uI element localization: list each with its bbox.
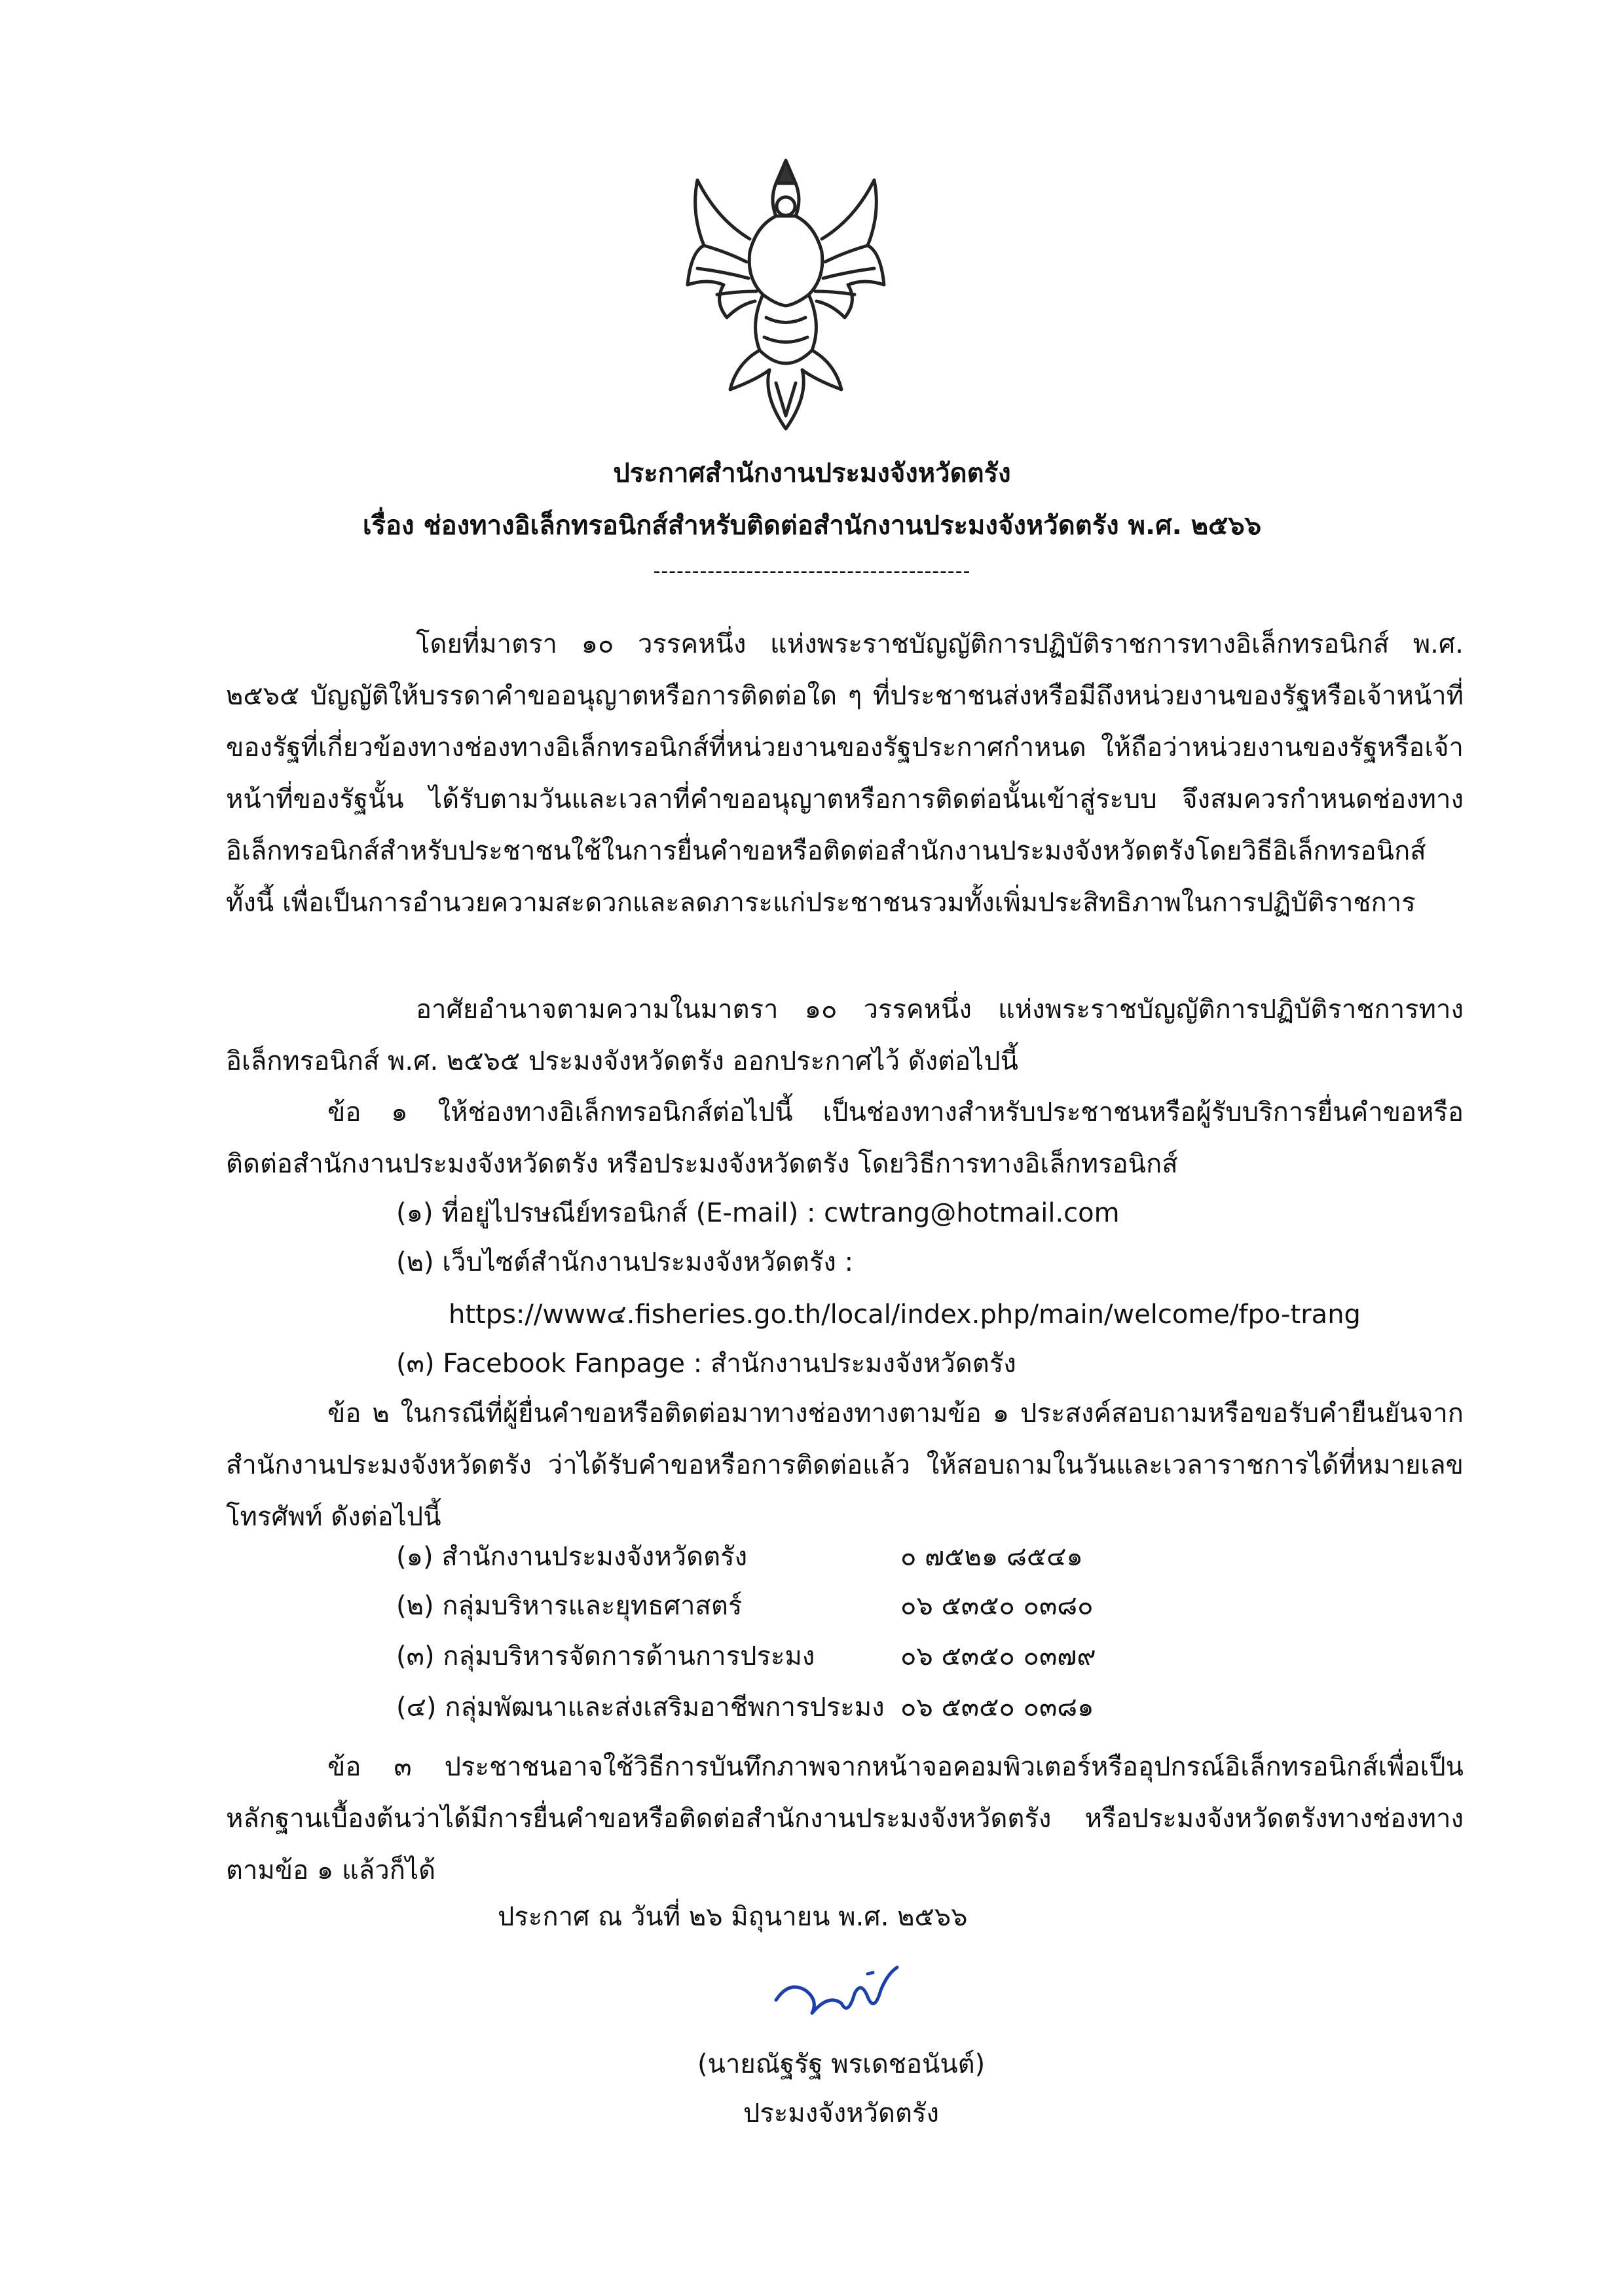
preamble-paragraph: โดยที่มาตรา ๑๐ วรรคหนึ่ง แห่งพระราชบัญญัติการปฏิบัติราชการทางอิเล็กทรอนิกส์ พ.ศ. ๒๕๖๕ บัญญัติให้บรรดาคำขออนุญาตหรือการติดต่อใด ๆ ที่ประชาชนส่งหรือมีถึงหน่วยงานของรัฐหรือเจ้าหน้าที่ของรัฐที่เกี่ยวข้องทางช่องทางอิเล็กทรอนิกส์ที่หน่วยงานของรัฐประกาศกำหนด ให้ถือว่าหน่วยงานของรัฐหรือเจ้าหน้าที่ของรัฐนั้น ได้รับตามวันและเวลาที่คำขออนุญาตหรือการติดต่อนั้นเข้าสู่ระบบ จึงสมควรกำหนดช่องทางอิเล็กทรอนิกส์สำหรับประชาชนใช้ในการยื่นคำขอหรือติดต่อสำนักงานประมงจังหวัดตรังโดยวิธีอิเล็กทรอนิกส์ ทั้งนี้ เพื่อเป็นการอำนวยความสะดวกและลดภาระแก่ประชาชนรวมทั้งเพิ่มประสิทธิภาพในการปฏิบัติราชการ — [226, 629, 1464, 918]
channel-email: (๑) ที่อยู่ไปรษณีย์ทรอนิกส์ (E-mail) : cwtrang@hotmail.com — [396, 1198, 1120, 1228]
phone-label: (๓) กลุ่มบริหารจัดการด้านการประมง — [396, 1641, 815, 1671]
clause-1: ข้อ ๑ ให้ช่องทางอิเล็กทรอนิกส์ต่อไปนี้ เป็นช่องทางสำหรับประชาชนหรือผู้รับบริการยื่นคำขอหรือติดต่อสำนักงานประมงจังหวัดตรัง หรือประมงจังหวัดตรัง โดยวิธีการทางอิเล็กทรอนิกส์ — [226, 1097, 1464, 1179]
authority-paragraph: อาศัยอำนาจตามความในมาตรา ๑๐ วรรคหนึ่ง แห่งพระราชบัญญัติการปฏิบัติราชการทางอิเล็กทรอนิกส์ พ.ศ. ๒๕๖๕ ประมงจังหวัดตรัง ออกประกาศไว้ ดังต่อไปนี้ — [226, 994, 1464, 1076]
announcement-title: ประกาศสำนักงานประมงจังหวัดตรัง — [613, 458, 1011, 488]
garuda-emblem-icon — [678, 154, 894, 435]
signer-position: ประมงจังหวัดตรัง — [743, 2098, 940, 2128]
clause-3: ข้อ ๓ ประชาชนอาจใช้วิธีการบันทึกภาพจากหน้าจอคอมพิวเตอร์หรืออุปกรณ์อิเล็กทรอนิกส์เพื่อเป็นหลักฐานเบื้องต้นว่าได้มีการยื่นคำขอหรือติดต่อสำนักงานประมงจังหวัดตรัง หรือประมงจังหวัดตรังทางช่องทางตามข้อ ๑ แล้วก็ได้ — [226, 1752, 1464, 1886]
phone-label: (๔) กลุ่มพัฒนาและส่งเสริมอาชีพการประมง — [396, 1692, 885, 1722]
handwritten-signature — [769, 1954, 913, 2033]
channel-facebook: (๓) Facebook Fanpage : สำนักงานประมงจังหวัดตรัง — [396, 1349, 1016, 1379]
phone-label: (๒) กลุ่มบริหารและยุทธศาสตร์ — [396, 1591, 743, 1621]
channel-website-url[interactable]: https://www๔.fisheries.go.th/local/index.php/main/welcome/fpo-trang — [449, 1300, 1361, 1330]
phone-number: ๐ ๗๕๒๑ ๘๕๔๑ — [900, 1542, 1083, 1572]
channel-website-label: (๒) เว็บไซต์สำนักงานประมงจังหวัดตรัง : — [396, 1247, 854, 1277]
signer-name: (นายณัฐรัฐ พรเดชอนันต์) — [697, 2049, 986, 2079]
phone-number: ๐๖ ๕๓๕๐ ๐๓๗๙ — [900, 1641, 1096, 1671]
title-divider: ----------------------------------------- — [653, 560, 971, 583]
phone-number: ๐๖ ๕๓๕๐ ๐๓๘๐ — [900, 1591, 1094, 1621]
phone-label: (๑) สำนักงานประมงจังหวัดตรัง — [396, 1542, 748, 1572]
phone-number: ๐๖ ๕๓๕๐ ๐๓๘๑ — [900, 1692, 1094, 1722]
announcement-subject: เรื่อง ช่องทางอิเล็กทรอนิกส์สำหรับติดต่อสำนักงานประมงจังหวัดตรัง พ.ศ. ๒๕๖๖ — [362, 511, 1262, 541]
clause-2: ข้อ ๒ ในกรณีที่ผู้ยื่นคำขอหรือติดต่อมาทางช่องทางตามข้อ ๑ ประสงค์สอบถามหรือขอรับคำยืนยันจากสำนักงานประมงจังหวัดตรัง ว่าได้รับคำขอหรือการติดต่อแล้ว ให้สอบถามในวันและเวลาราชการได้ที่หมายเลขโทรศัพท์ ดังต่อไปนี้ — [226, 1398, 1464, 1532]
announcement-date: ประกาศ ณ วันที่ ๒๖ มิถุนายน พ.ศ. ๒๕๖๖ — [498, 1902, 968, 1932]
